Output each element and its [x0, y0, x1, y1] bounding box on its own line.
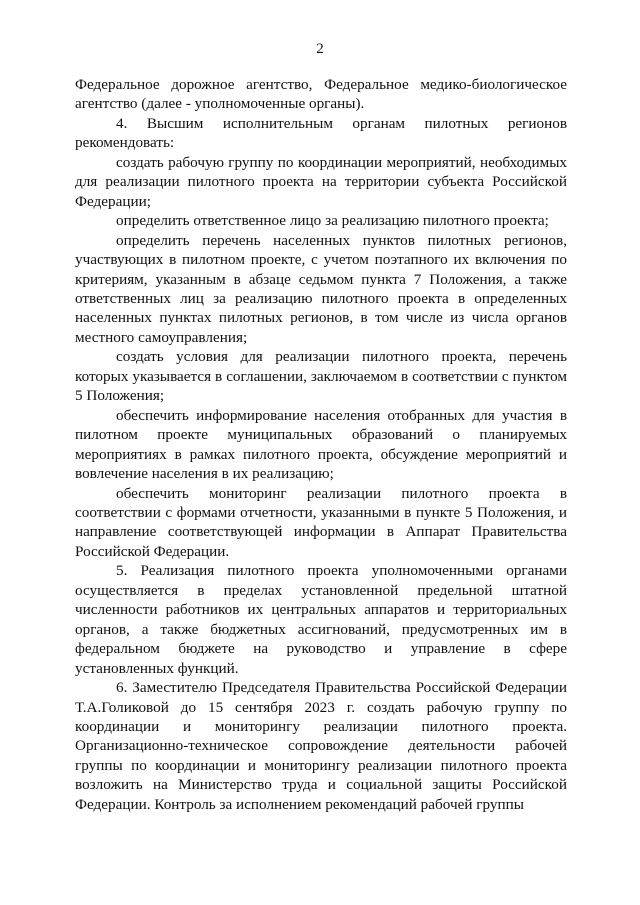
- paragraph-item-6: 6. Заместителю Председателя Правительства Российской Федерации Т.А.Голиковой до 15 сентября 2023 г. создать рабочую группу по координации и мониторингу реализации пилотного проекта. Организационно-техническое сопровождение деятельности рабочей группы по координации и мониторингу реализации пилотного проекта возложить на Министерство труда и социальной защиты Российской Федерации. Контроль за исполнением рекомендаций рабочей группы: [75, 679, 567, 813]
- paragraph-inform-population: обеспечить информирование населения отобранных для участия в пилотном проекте муниципальных образований о планируемых мероприятиях в рамках пилотного проекта, обсуждение мероприятий и вовлечение населения в их реализацию;: [75, 406, 567, 483]
- page-number: 2: [316, 41, 324, 57]
- paragraph-item-5: 5. Реализация пилотного проекта уполномоченными органами осуществляется в пределах установленной предельной штатной численности работников их центральных аппаратов и территориальных органов, а также бюджетных ассигнований, предусмотренных им в федеральном бюджете на руководство и управление в сфере установленных функций.: [75, 562, 567, 677]
- paragraph-agencies-continuation: Федеральное дорожное агентство, Федеральное медико-биологическое агентство (далее - уполномоченные органы).: [75, 76, 567, 113]
- paragraph-settlements-list: определить перечень населенных пунктов пилотных регионов, участвующих в пилотном проекте, с учетом поэтапного их включения по критериям, указанным в абзаце седьмом пункта 7 Положения, а также ответственных лиц за реализацию пилотного проекта в определенных населенных пунктах пилотных регионов, в том числе из числа органов местного самоуправления;: [75, 231, 567, 346]
- paragraph-create-working-group: создать рабочую группу по координации мероприятий, необходимых для реализации пилотного проекта на территории субъекта Российской Федерации;: [75, 153, 567, 210]
- paragraph-item-4-heading: 4. Высшим исполнительным органам пилотных регионов рекомендовать:: [75, 114, 567, 152]
- document-body: [75, 75, 567, 814]
- paragraph-create-conditions: создать условия для реализации пилотного проекта, перечень которых указывается в соглашении, заключаемом в соответствии с пунктом 5 Положения;: [75, 348, 567, 405]
- paragraph-monitoring: обеспечить мониторинг реализации пилотного проекта в соответствии с формами отчетности, указанными в пункте 5 Положения, и направление соответствующей информации в Аппарат Правительства Российской Федерации.: [75, 484, 567, 560]
- paragraph-responsible-person: определить ответственное лицо за реализацию пилотного проекта;: [116, 212, 549, 230]
